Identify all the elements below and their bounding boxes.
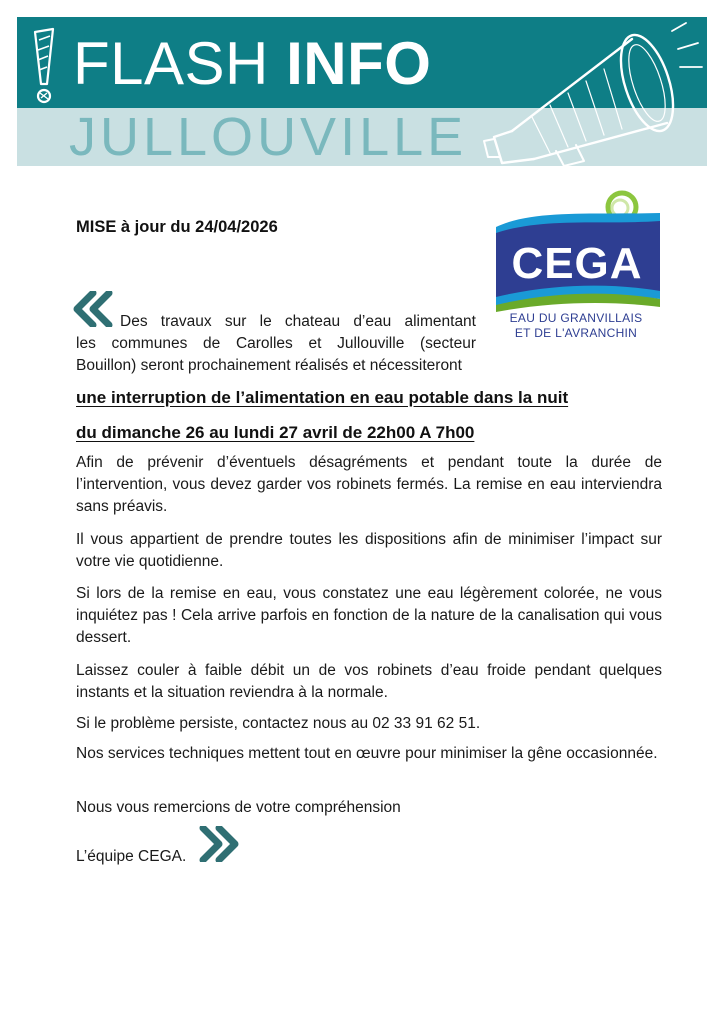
cega-tagline-1: EAU DU GRANVILLAIS (509, 311, 643, 325)
intro-line-1: Des travaux sur le chateau d’eau alimentant (120, 313, 476, 330)
open-quote-icon (73, 291, 115, 327)
paragraph-prevention: Afin de prévenir d’éventuels désagréments et pendant toute la durée de l’intervention, vous devez garder vos robinets fermés. La remise en eau interviendra sans préavis. (76, 454, 662, 515)
cega-tagline-2: ET DE L'AVRANCHIN (514, 326, 638, 340)
banner-city: JULLOUVILLE (69, 107, 468, 167)
paragraph-dispositions: Il vous appartient de prendre toutes les dispositions afin de minimiser l’impact sur votre vie quotidienne. (76, 531, 662, 570)
exclamation-icon (31, 26, 57, 106)
paragraph-contact: Si le problème persiste, contactez nous au 02 33 91 62 51. (76, 715, 481, 732)
banner-title-light: FLASH (73, 30, 269, 97)
intro-line-2: les communes de Carolles et Jullouville (secteur (76, 335, 476, 352)
update-date: MISE à jour du 24/04/2026 (76, 218, 278, 236)
paragraph-colored-water: Si lors de la remise en eau, vous constatez une eau légèrement colorée, ne vous inquiétez pas ! Cela arrive parfois en fonction de la nature de la canalisation qui vous dessert. (76, 585, 662, 646)
intro-line-3: Bouillon) seront prochainement réalisés et nécessiteront (76, 357, 462, 374)
megaphone-icon (472, 21, 704, 166)
paragraph-technical-services: Nos services techniques mettent tout en œuvre pour minimiser la gêne occasionnée. (76, 745, 658, 762)
interruption-dates: du dimanche 26 au lundi 27 avril de 22h00 A 7h00 (76, 423, 475, 442)
cega-logo (494, 187, 662, 347)
cega-logo-name: CEGA (511, 239, 643, 288)
paragraph-thanks: Nous vous remercions de votre compréhension (76, 799, 401, 816)
signature: L’équipe CEGA. (76, 848, 187, 865)
flash-info-banner (17, 17, 707, 166)
intro-continuation (76, 333, 476, 377)
close-quote-icon (197, 826, 239, 862)
interruption-notice: une interruption de l’alimentation en eau potable dans la nuit (76, 388, 569, 407)
banner-title-bold: INFO (286, 30, 432, 97)
banner-title (73, 29, 431, 99)
paragraph-run-tap: Laissez couler à faible débit un de vos robinets d’eau froide pendant quelques instants et la situation reviendra à la normale. (76, 662, 662, 701)
